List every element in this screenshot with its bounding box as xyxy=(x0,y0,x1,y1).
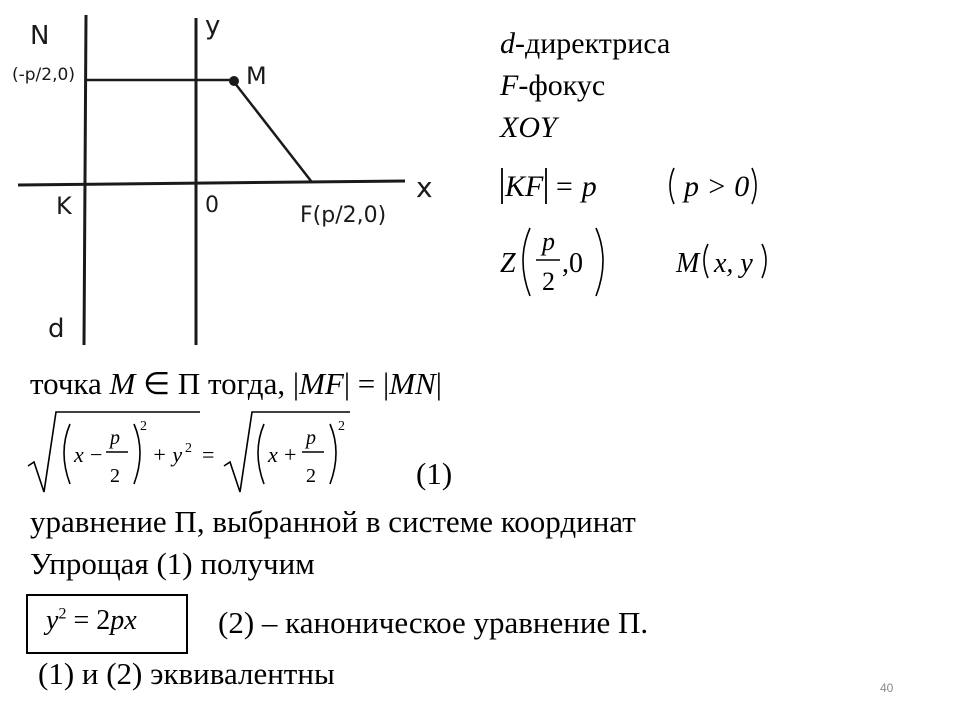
text-canonical-equation: (2) – каноническое уравнение П. xyxy=(218,605,649,640)
page-number: 40 xyxy=(880,681,894,695)
label-o: 0 xyxy=(205,193,219,218)
svg-text:M: M xyxy=(676,248,700,279)
canonical-equation: $y^2 = 2px$ xyxy=(46,605,137,636)
definition-directrix: d-директриса xyxy=(500,27,671,60)
coordinate-system: XOY xyxy=(500,111,557,144)
svg-text:+ y: + y xyxy=(152,442,183,467)
label-y: y xyxy=(205,11,221,41)
point-m xyxy=(229,76,239,86)
x-axis xyxy=(18,181,405,185)
svg-text:x: x xyxy=(268,442,278,467)
label-point-n: (-p/2,0) xyxy=(12,65,75,85)
label-k: K xyxy=(56,192,72,220)
svg-text:KF: KF xyxy=(505,170,544,203)
label-m: M xyxy=(246,62,267,90)
svg-text:p: p xyxy=(110,427,120,449)
label-f: F(p/2,0) xyxy=(300,203,387,228)
svg-text:2: 2 xyxy=(542,267,555,296)
definition-focus: F-фокус xyxy=(500,69,606,102)
text-simplifying: Упрощая (1) получим xyxy=(30,546,315,581)
svg-text:2: 2 xyxy=(140,419,147,434)
formula-z-m xyxy=(496,220,786,304)
svg-text:x, y: x, y xyxy=(714,248,753,279)
svg-text:Z: Z xyxy=(500,248,516,279)
label-n: N xyxy=(30,21,50,51)
svg-text:p: p xyxy=(542,227,555,256)
svg-text:p: p xyxy=(306,427,316,449)
svg-text:−: − xyxy=(90,442,103,467)
svg-text:p > 0: p > 0 xyxy=(684,170,750,203)
svg-text:= p: = p xyxy=(554,170,597,203)
label-d: d xyxy=(48,314,65,344)
condition-line: точка M ∈ П тогда, |MF| = |MN| xyxy=(30,366,442,401)
label-x: x xyxy=(416,171,433,204)
svg-text:2: 2 xyxy=(306,465,316,487)
svg-text:+: + xyxy=(284,442,297,467)
svg-text:2: 2 xyxy=(110,465,120,487)
svg-text:x: x xyxy=(74,442,84,467)
directrix-line xyxy=(84,15,86,345)
svg-text:,0: ,0 xyxy=(562,248,583,279)
svg-text:2: 2 xyxy=(185,441,192,456)
mf-segment xyxy=(234,82,311,181)
text-equation-chosen: уравнение П, выбранной в системе координат xyxy=(30,504,636,539)
equation-1 xyxy=(24,406,364,496)
svg-text:=: = xyxy=(202,442,215,467)
text-equivalent: (1) и (2) эквивалентны xyxy=(38,656,335,691)
formula-kf xyxy=(488,160,778,215)
svg-text:2: 2 xyxy=(338,419,345,434)
equation-number-1: (1) xyxy=(416,456,453,491)
